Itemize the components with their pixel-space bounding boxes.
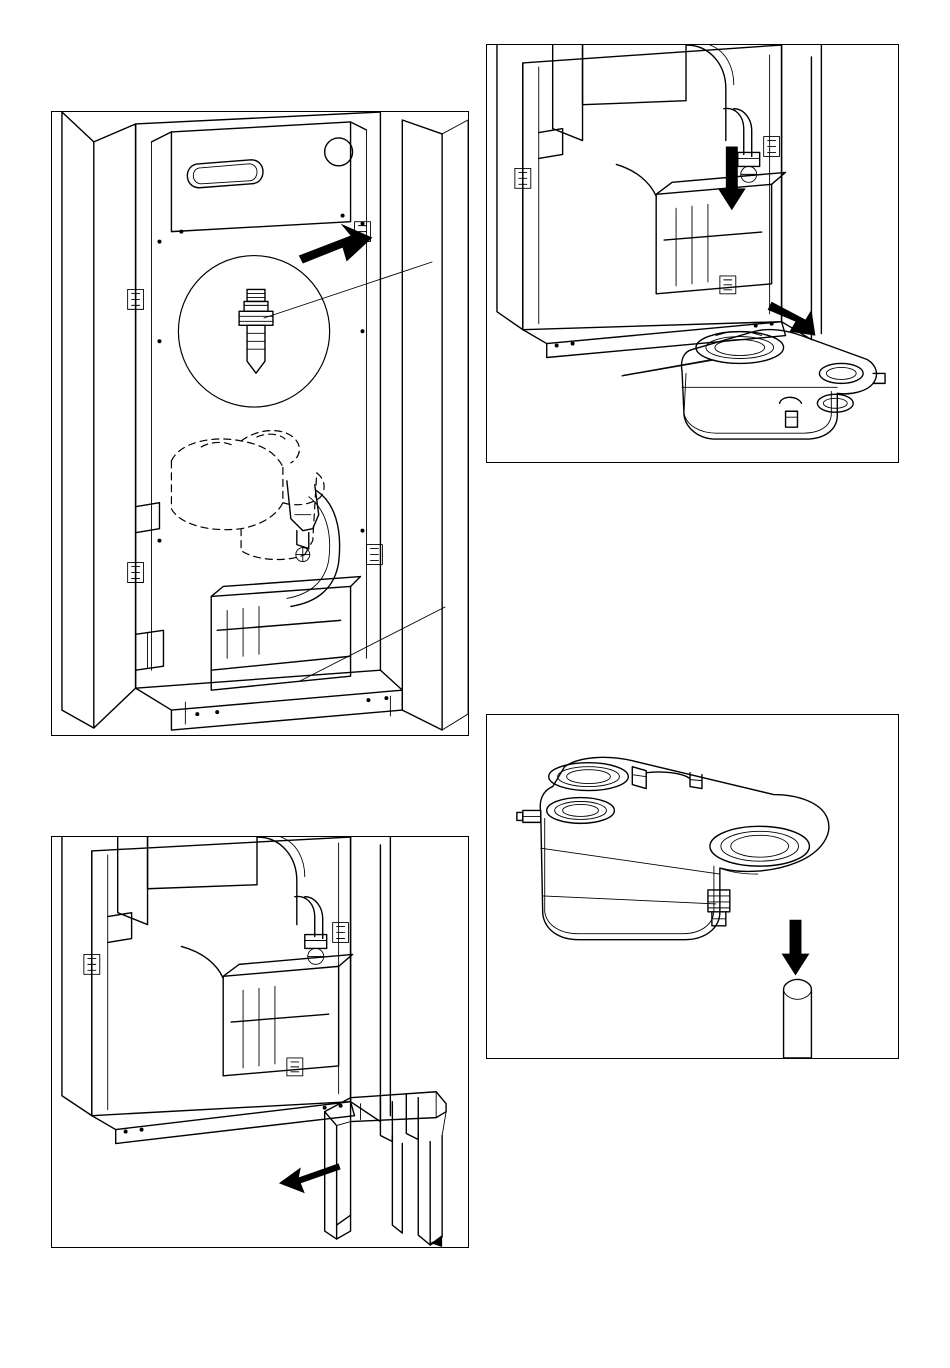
condensate-trap-body-refit: [517, 757, 829, 939]
bracket-removal-drawing: [52, 837, 468, 1247]
drain-pipe-stub: [784, 979, 812, 1058]
trap-removal-drawing: [487, 45, 898, 462]
panel-trap-removal-view: [486, 44, 899, 463]
panel-boiler-interior-front-view: [51, 111, 469, 736]
boiler-interior-drawing: [52, 112, 468, 735]
arrow-left-icon-bracket-removal: [279, 1163, 341, 1193]
arrow-right-icon-trap-pull: [768, 302, 816, 336]
condensate-trap-body: [682, 330, 886, 440]
trap-refit-drawing: [487, 715, 898, 1058]
panel-trap-refit-onto-pipe-view: [486, 714, 899, 1059]
arrow-down-icon-trap-refit: [782, 920, 810, 976]
panel-support-bracket-removal-view: [51, 836, 469, 1248]
support-bracket: [325, 1092, 446, 1247]
